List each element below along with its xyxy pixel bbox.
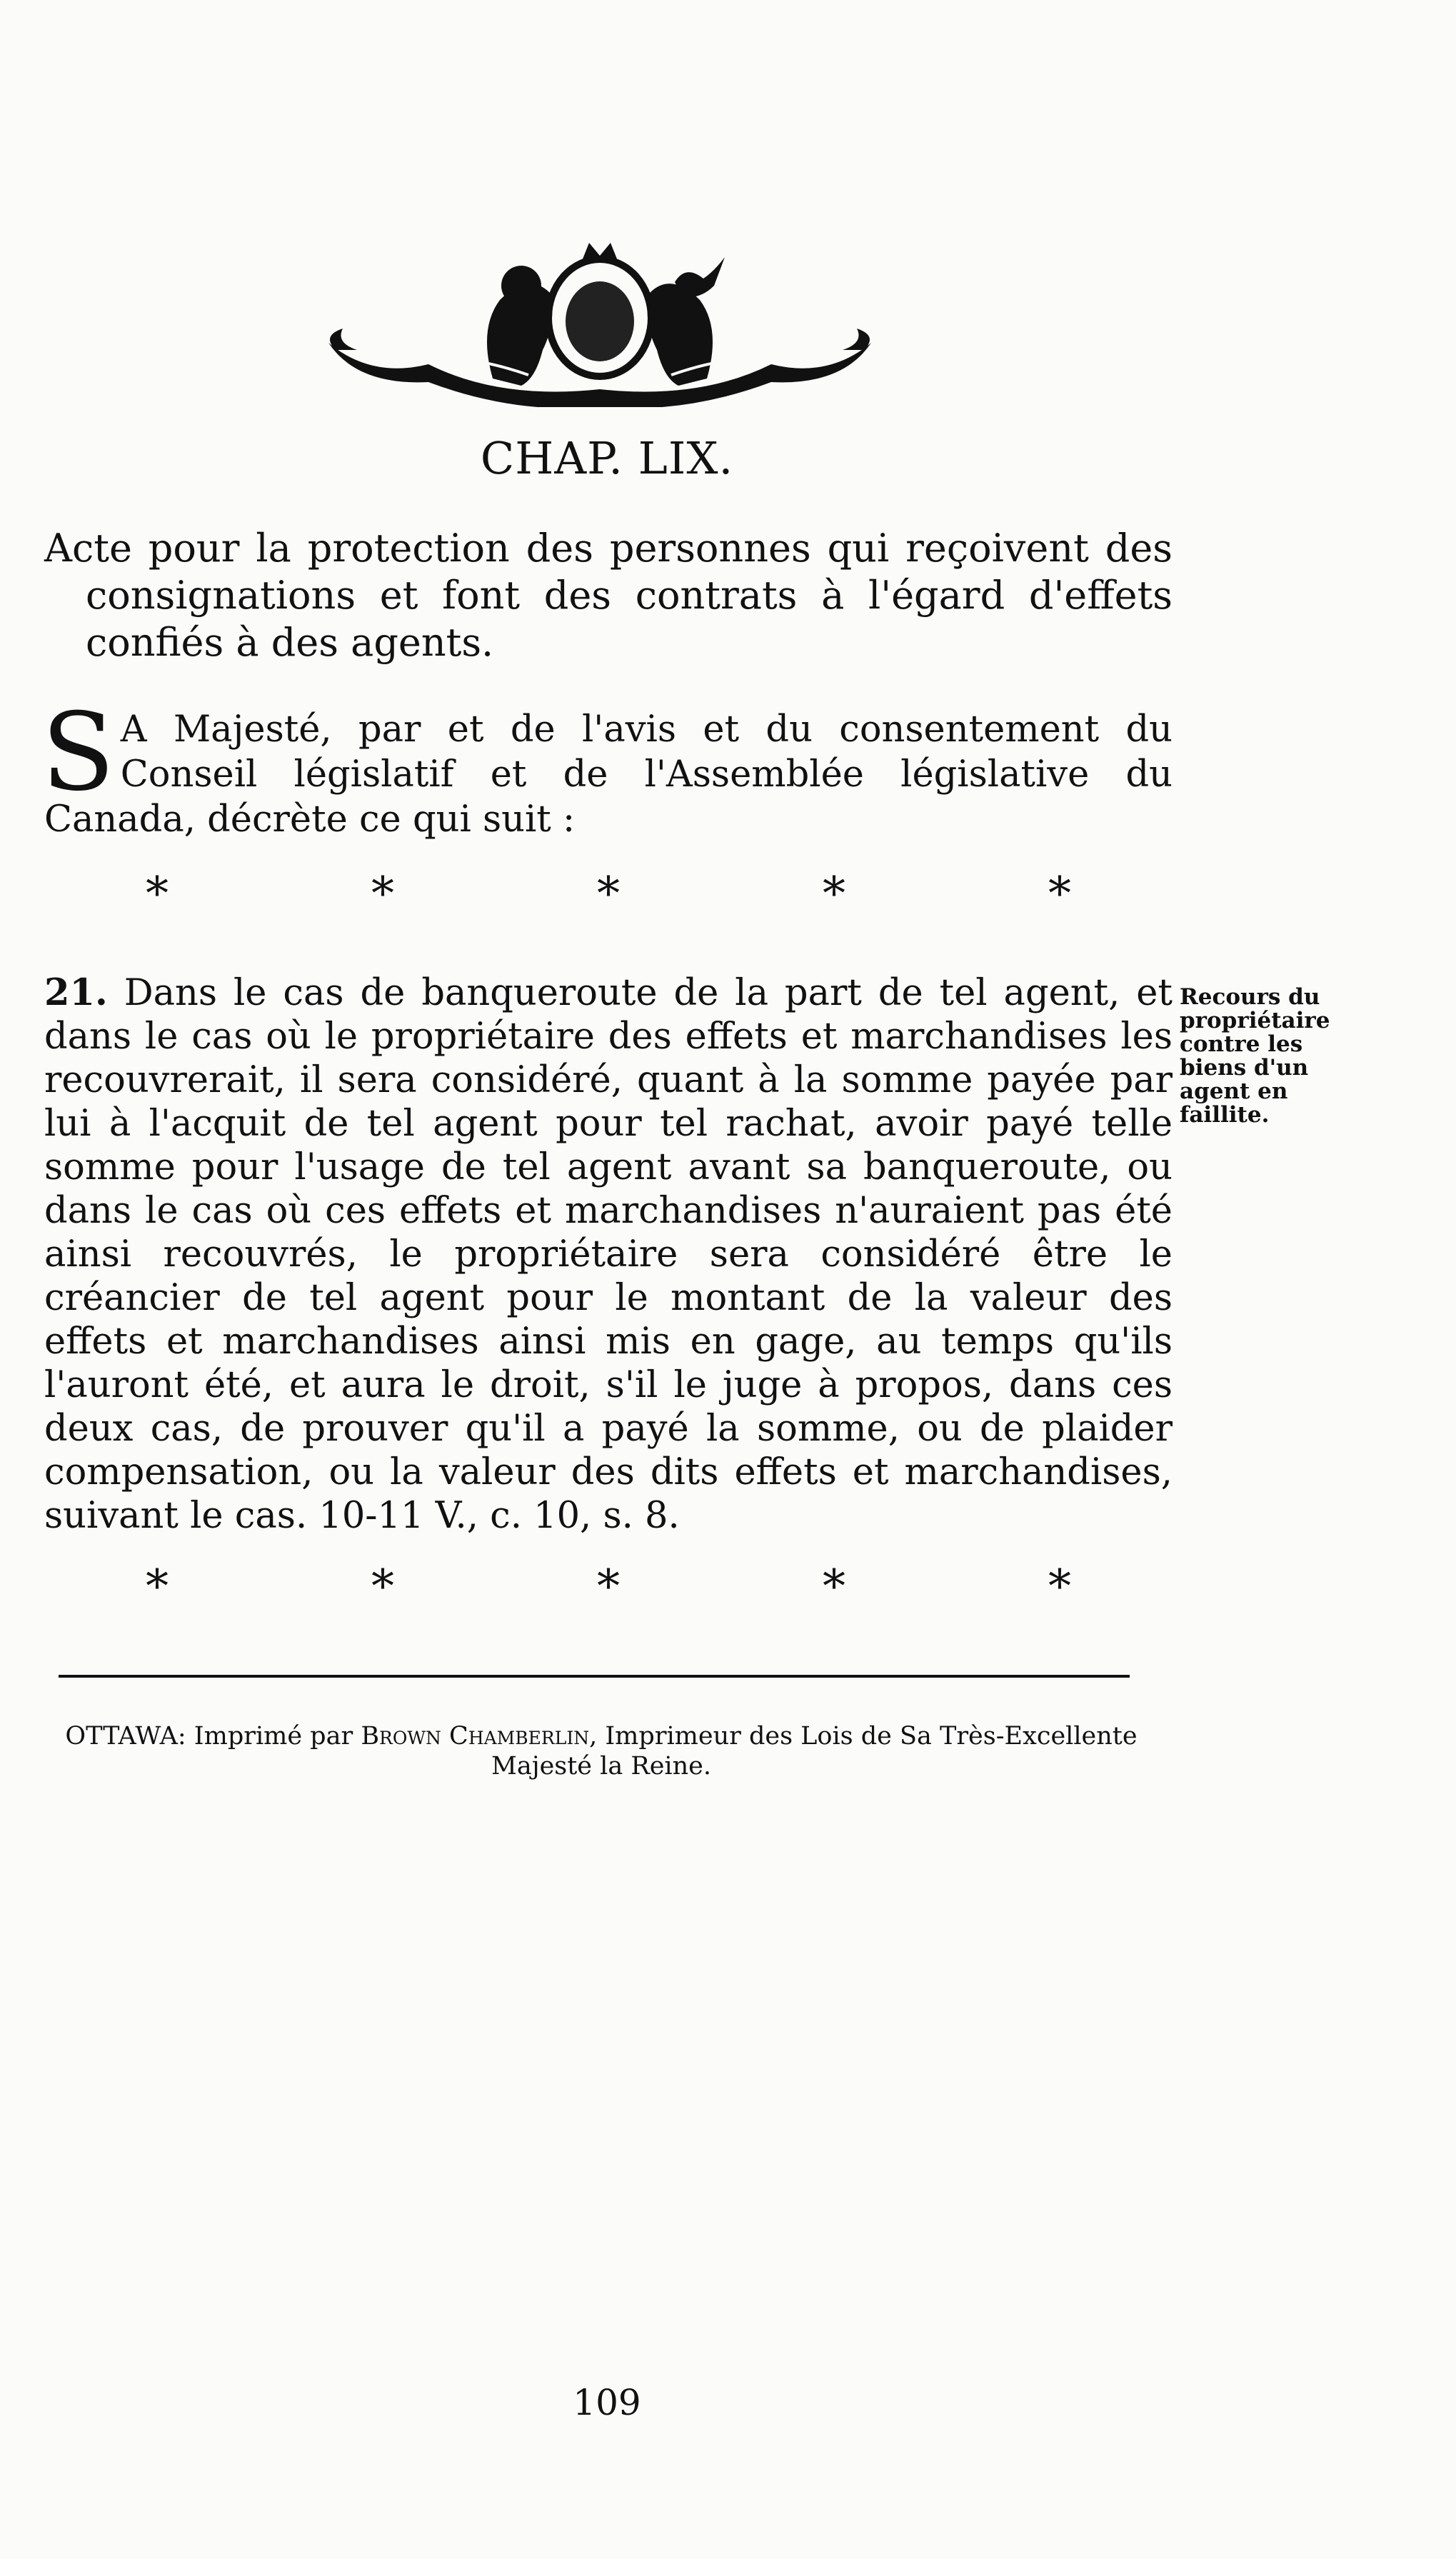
separator-star: * — [597, 1561, 620, 1613]
imprint-tail: , Imprimeur des Lois de Sa Très-Excellente Majesté la Reine. — [491, 1722, 1138, 1781]
page-number: 109 — [573, 2382, 641, 2423]
coat-of-arms-icon — [314, 243, 885, 407]
horizontal-rule — [59, 1675, 1130, 1678]
separator-star: * — [146, 868, 169, 921]
section-separator-top — [44, 868, 1173, 921]
preamble-paragraph — [41, 691, 1173, 842]
separator-star: * — [146, 1561, 169, 1613]
section-separator-bottom — [44, 1561, 1173, 1613]
section-21 — [44, 971, 1173, 1538]
separator-star: * — [597, 868, 620, 921]
section-text: Dans le cas de banqueroute de la part de tel agent, et dans le cas où le propriétaire des effets et marchandises les recouvrerait, il sera considéré, quant à la somme payée par lui à l'acquit de tel agent pour tel rachat, avoir payé telle somme pour l'usage de tel agent avant sa banqueroute, ou dans le cas où ces effets et marchandises n'auraient pas été ainsi recouvrés, le propriétaire sera considéré être le créancier de tel agent pour le montant de la valeur des effets et marchandises ainsi mis en gage, au temps qu'ils l'auront été, et aura le droit, s'il le juge à propos, dans ces deux cas, de prouver qu'il a payé la somme, ou de plaider compensation, ou la valeur des dits effets et marchandises, suivant le cas. 10-11 V., c. 10, s. 8. — [44, 972, 1173, 1537]
chapter-title: CHAP. LIX. — [480, 432, 734, 484]
preamble-text: A Majesté, par et de l'avis et du consentement du Conseil législatif et de l'Assemblée législative du Canada, décrète ce qui suit : — [44, 708, 1173, 841]
marginal-note: Recours du propriétaire contre les biens d'un agent en faillite. — [1180, 984, 1330, 1128]
imprint-lead: OTTAWA: Imprimé par — [65, 1722, 361, 1751]
separator-star: * — [823, 1561, 845, 1613]
section-number: 21. — [44, 971, 108, 1014]
separator-star: * — [1048, 868, 1071, 921]
separator-star: * — [371, 868, 394, 921]
separator-star: * — [371, 1561, 394, 1613]
act-title: Acte pour la protection des personnes qui reçoivent des consignations et font des contrats à l'égard d'effets confiés à des agents. — [44, 526, 1173, 665]
imprint-printer: Brown Chamberlin — [361, 1722, 590, 1751]
printer-imprint — [59, 1721, 1144, 1781]
drop-cap: S — [41, 691, 115, 815]
separator-star: * — [823, 868, 845, 921]
separator-star: * — [1048, 1561, 1071, 1613]
